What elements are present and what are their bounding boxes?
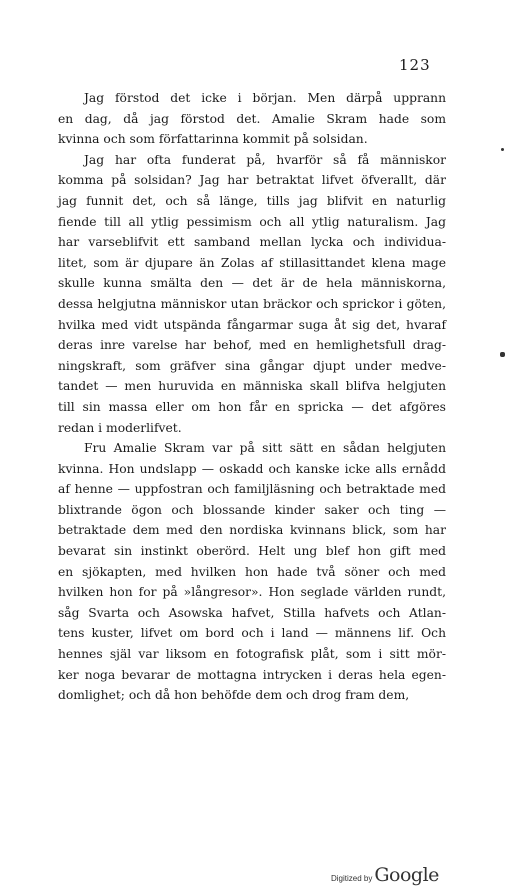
text-line: tens kuster, lifvet om bord och i land — männens lif. Och — [58, 626, 446, 641]
text-line: kvinna och som författarinna kommit på solsidan. — [58, 132, 368, 147]
text-line: hvilka med vidt utspända fångarmar suga åt sig det, hvaraf — [58, 317, 446, 332]
page-number: 123 — [399, 56, 431, 74]
text-line: bevarat sin instinkt oberörd. Helt ung blef hon gift med — [58, 544, 446, 559]
text-line: domlighet; och då hon behöfde dem och drog fram dem, — [58, 688, 410, 703]
text-line: till sin massa eller om hon får en spricka — det afgöres — [58, 399, 446, 414]
paragraph — [58, 150, 446, 438]
text-line: kvinna. Hon undslapp — oskadd och kanske icke alls ernådd — [58, 461, 446, 476]
text-line: en sjökapten, med hvilken hon hade två söner och med — [58, 564, 446, 579]
paragraph — [58, 88, 446, 150]
text-line: skulle kunna smälta den — det är de hela människorna, — [58, 276, 446, 291]
text-line: dessa helgjutna människor utan bräckor och sprickor i göten, — [58, 296, 446, 311]
text-line: betraktade dem med den nordiska kvinnans blick, som har — [58, 523, 446, 538]
text-line: en dag, då jag förstod det. Amalie Skram hade som — [58, 111, 446, 126]
body-text — [58, 88, 446, 706]
text-line: ningskraft, som gräfver sina gångar djupt under medve- — [58, 358, 446, 373]
text-line: Fru Amalie Skram var på sitt sätt en sådan helgjuten — [84, 441, 446, 456]
text-line: Jag har ofta funderat på, hvarför så få människor — [84, 152, 446, 167]
text-line: hvilken hon for på »långresor». Hon seglade världen rundt, — [58, 585, 446, 600]
text-line: såg Svarta och Asowska hafvet, Stilla hafvets och Atlan- — [58, 605, 446, 620]
text-line: jag funnit det, och så länge, tills jag blifvit en naturlig — [58, 193, 446, 208]
watermark-brand: Google — [374, 864, 439, 886]
text-line: blixtrande ögon och blossande kinder saker och ting — — [58, 502, 446, 517]
paragraph — [58, 438, 446, 706]
margin-mark — [500, 352, 505, 357]
text-line: tandet — men huruvida en människa skall blifva helgjuten — [58, 379, 446, 394]
text-line: komma på solsidan? Jag har betraktat lifvet öfverallt, där — [58, 173, 446, 188]
watermark-prefix: Digitized by — [331, 874, 373, 883]
text-line: redan i moderlifvet. — [58, 420, 182, 435]
text-line: hennes själ var liksom en fotografisk plåt, som i sitt mör- — [58, 647, 446, 662]
text-line: har varseblifvit ett samband mellan lycka och individua- — [58, 235, 446, 250]
text-line: ker noga bevarar de mottagna intrycken i deras hela egen- — [58, 667, 446, 682]
text-line: litet, som är djupare än Zolas af stillasittandet klena mage — [58, 255, 446, 270]
text-line: deras inre varelse har behof, med en hemlighetsfull drag- — [58, 338, 446, 353]
text-line: Jag förstod det icke i början. Men därpå upprann — [84, 91, 446, 105]
text-line: fiende till all ytlig pessimism och all ytlig naturalism. Jag — [58, 214, 446, 229]
margin-mark — [501, 148, 504, 151]
text-line: af henne — uppfostran och familjläsning och betraktade med — [58, 482, 446, 497]
digitization-watermark — [331, 864, 439, 886]
